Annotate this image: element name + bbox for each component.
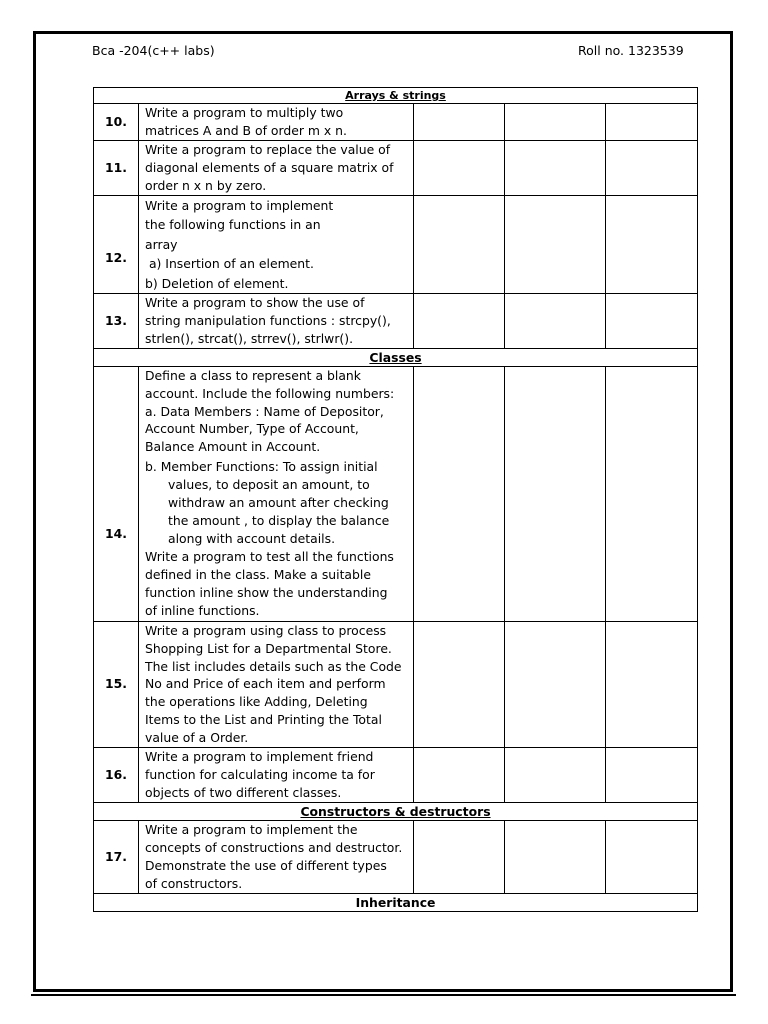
description-line: Define a class to represent a blank: [145, 367, 361, 383]
program-description: [139, 621, 414, 747]
description-line: function for calculating income ta for: [145, 767, 375, 782]
signature-cell: [606, 294, 698, 349]
description-line: of inline functions.: [145, 602, 260, 618]
program-number: 17.: [94, 821, 139, 894]
remarks-cell: [505, 294, 606, 349]
signature-cell: [606, 104, 698, 141]
description-line: b. Member Functions: To assign initial: [145, 459, 378, 475]
program-description: [139, 294, 414, 349]
description-line: Demonstrate the use of different types: [145, 857, 387, 873]
description-line: order n x n by zero.: [145, 177, 267, 193]
description-line: Write a program to show the use of: [145, 295, 365, 311]
description-line: defined in the class. Make a suitable: [145, 566, 371, 582]
description-line: withdraw an amount after checking: [168, 495, 389, 511]
description-line: array: [145, 236, 178, 252]
description-line: the following functions in an: [145, 217, 321, 233]
description-line: Balance Amount in Account.: [145, 439, 321, 455]
description-line: Account Number, Type of Account,: [145, 421, 359, 437]
signature-cell: [606, 821, 698, 894]
description-line: the operations like Adding, Deleting: [145, 694, 368, 710]
signature-cell: [606, 140, 698, 195]
description-line: of constructors.: [145, 875, 243, 891]
signature-cell: [606, 621, 698, 747]
program-row-11: [94, 140, 698, 195]
program-row-10: [94, 104, 698, 141]
description-line: Write a program to implement friend: [145, 749, 374, 765]
date-cell: [414, 195, 505, 294]
description-line: along with account details.: [168, 530, 336, 546]
description-line: Shopping List for a Departmental Store.: [145, 640, 392, 656]
program-number: 16.: [94, 748, 139, 803]
section-row-constructors: [94, 803, 698, 821]
remarks-cell: [505, 195, 606, 294]
program-number: 15.: [94, 621, 139, 747]
description-line: b) Deletion of element.: [145, 275, 289, 291]
signature-cell: [606, 748, 698, 803]
description-line: The list includes details such as the Code: [145, 658, 402, 674]
description-line: Write a program to test all the functions: [145, 548, 394, 564]
description-line: No and Price of each item and perform: [145, 676, 386, 692]
remarks-cell: [505, 140, 606, 195]
section-row-classes: [94, 348, 698, 366]
section-row-arrays: [94, 88, 698, 104]
description-line: Write a program to implement the: [145, 822, 358, 838]
program-row-12: [94, 195, 698, 294]
date-cell: [414, 821, 505, 894]
description-line: diagonal elements of a square matrix of: [145, 159, 394, 175]
program-description: [139, 104, 414, 141]
remarks-cell: [505, 748, 606, 803]
date-cell: [414, 366, 505, 621]
date-cell: [414, 748, 505, 803]
description-line: Write a program to implement: [145, 197, 334, 213]
date-cell: [414, 140, 505, 195]
description-line: Write a program using class to process: [145, 622, 387, 638]
program-row-17: [94, 821, 698, 894]
description-line: concepts of constructions and destructor.: [145, 840, 403, 855]
signature-cell: [606, 195, 698, 294]
program-number: 11.: [94, 140, 139, 195]
section-row-inheritance: [94, 893, 698, 911]
section-title-classes: Classes: [369, 349, 422, 365]
program-number: 13.: [94, 294, 139, 349]
remarks-cell: [505, 621, 606, 747]
description-line: a) Insertion of an element.: [145, 256, 314, 272]
date-cell: [414, 294, 505, 349]
description-line: the amount , to display the balance: [168, 513, 390, 528]
section-title-constructors: Constructors & destructors: [300, 804, 491, 820]
description-line: function inline show the understanding: [145, 584, 388, 600]
date-cell: [414, 621, 505, 747]
description-line: account. Include the following numbers:: [145, 385, 395, 401]
date-cell: [414, 104, 505, 141]
program-description: [139, 140, 414, 195]
description-line: string manipulation functions : strcpy(),: [145, 312, 391, 328]
program-number: 14.: [94, 366, 139, 621]
program-row-14: [94, 366, 698, 621]
course-code: Bca -204(c++ labs): [92, 43, 215, 58]
section-title-inheritance: Inheritance: [355, 894, 436, 910]
page-border-shadow: [31, 994, 736, 996]
description-line: matrices A and B of order m x n.: [145, 122, 347, 138]
description-line: strlen(), strcat(), strrev(), strlwr().: [145, 330, 354, 346]
program-description: [139, 195, 414, 294]
description-line: objects of two different classes.: [145, 784, 342, 800]
program-row-15: [94, 621, 698, 747]
program-number: 10.: [94, 104, 139, 141]
program-description: [139, 821, 414, 894]
program-row-16: [94, 748, 698, 803]
roll-number: Roll no. 1323539: [578, 43, 684, 58]
program-description: [139, 366, 414, 621]
description-line: values, to deposit an amount, to: [168, 477, 370, 493]
section-title-arrays: Arrays & strings: [345, 89, 446, 102]
description-line: a. Data Members : Name of Depositor,: [145, 403, 384, 419]
remarks-cell: [505, 366, 606, 621]
program-description: [139, 748, 414, 803]
program-number: 12.: [94, 195, 139, 294]
description-line: value of a Order.: [145, 730, 249, 746]
signature-cell: [606, 366, 698, 621]
description-line: Items to the List and Printing the Total: [145, 712, 382, 728]
lab-program-table: [93, 87, 698, 912]
remarks-cell: [505, 821, 606, 894]
remarks-cell: [505, 104, 606, 141]
description-line: Write a program to replace the value of: [145, 141, 391, 157]
description-line: Write a program to multiply two: [145, 105, 344, 120]
program-row-13: [94, 294, 698, 349]
